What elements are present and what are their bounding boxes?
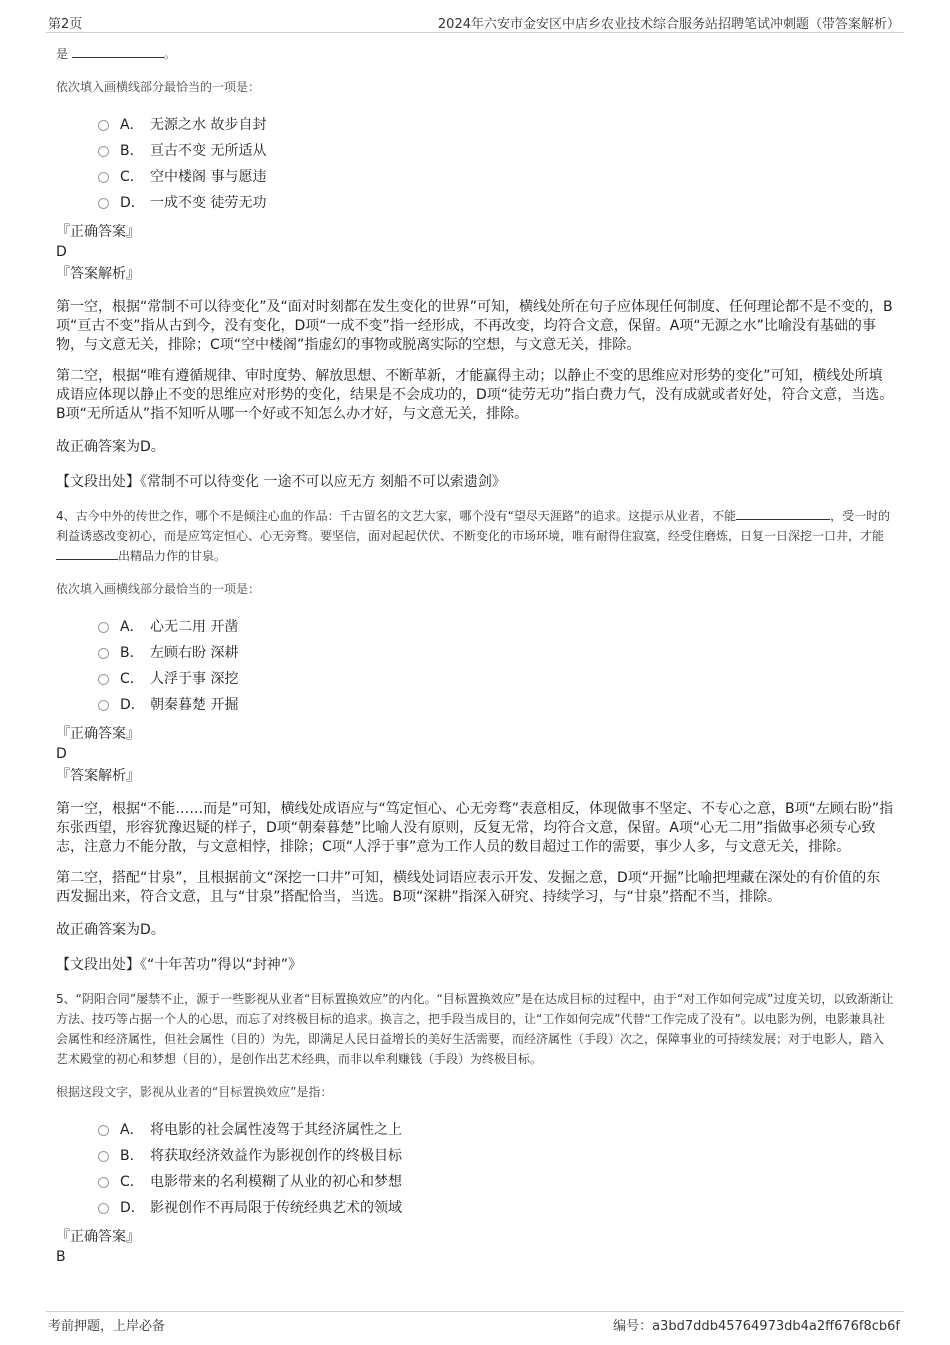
option-b[interactable]: B． 亘古不变 无所适从 [98, 138, 894, 164]
footer-slogan: 考前押题，上岸必备 [48, 1319, 166, 1334]
answer-label: 『正确答案』 [56, 726, 140, 742]
page-number: 第2页 [48, 17, 83, 32]
question-5-options [98, 1117, 894, 1221]
option-c[interactable]: C． 电影带来的名利模糊了从业的初心和梦想 [98, 1169, 894, 1195]
analysis-label: 『答案解析』 [56, 266, 140, 282]
analysis-conclusion: 故正确答案为D。 [56, 922, 165, 938]
fill-blank [56, 547, 118, 560]
option-d[interactable]: D． 一成不变 徒劳无功 [98, 190, 894, 216]
answer-label: 『正确答案』 [56, 224, 140, 240]
question-3-options [98, 112, 894, 216]
analysis-conclusion: 故正确答案为D。 [56, 439, 165, 455]
radio-icon[interactable] [98, 700, 109, 711]
option-c[interactable]: C． 人浮于事 深挖 [98, 666, 894, 692]
option-a[interactable]: A． 心无二用 开凿 [98, 614, 894, 640]
radio-icon[interactable] [98, 1177, 109, 1188]
source-citation: 【文段出处】《常制不可以待变化 一途不可以应无方 刻船不可以索遗剑》 [56, 474, 506, 490]
question-5-prompt: 根据这段文字，影视从业者的“目标置换效应”是指： [56, 1085, 333, 1099]
analysis-label: 『答案解析』 [56, 768, 140, 784]
radio-icon[interactable] [98, 198, 109, 209]
option-b[interactable]: B． 将获取经济效益作为影视创作的终极目标 [98, 1143, 894, 1169]
answer-label: 『正确答案』 [56, 1229, 140, 1245]
page-footer [46, 1311, 904, 1335]
source-citation: 【文段出处】《“十年苦功”得以“封神”》 [56, 957, 303, 973]
option-b[interactable]: B． 左顾右盼 深耕 [98, 640, 894, 666]
fill-blank [736, 507, 830, 520]
answer-value: D [56, 244, 67, 260]
question-4-options [98, 614, 894, 718]
question-5-stem: 5、“阴阳合同”屡禁不止，源于一些影视从业者“目标置换效应”的内化。“目标置换效应”是在达成目标的过程中，由于“对工作如何完成”过度关切，以致渐渐让方法、技巧等占据一个人的心思，而忘了对终极目标的追求。换言之，把手段当成目的，让“工作如何完成”代替“工作完成了没有”。以电影为例，电影兼具社会属性和经济属性，但社会属性（目的）为先，即满足人民日益增长的美好生活需要，而经济属性（手段）次之，保障事业的可持续发展；对于电影人，踏入艺术殿堂的初心和梦想（目的），是创作出艺术经典，而非以牟利赚钱（手段）为终极目标。 [56, 992, 894, 1066]
analysis-paragraph: 第二空，搭配“甘泉”，且根据前文“深挖一口井”可知，横线处词语应表示开发、发掘之意，D项“开掘”比喻把埋藏在深处的有价值的东西发掘出来，符合文意，且与“甘泉”搭配恰当，当选。B项“深耕”指深入研究、持续学习，与“甘泉”搭配不当，排除。 [56, 870, 881, 905]
option-d[interactable]: D． 朝秦暮楚 开掘 [98, 692, 894, 718]
page-content [56, 44, 894, 1267]
radio-icon[interactable] [98, 120, 109, 131]
page-header [46, 10, 904, 33]
radio-icon[interactable] [98, 146, 109, 157]
radio-icon[interactable] [98, 1125, 109, 1136]
radio-icon[interactable] [98, 1203, 109, 1214]
question-3-prompt: 依次填入画横线部分最恰当的一项是： [56, 80, 261, 94]
fill-blank [72, 45, 164, 58]
analysis-paragraph: 第一空，根据“不能……而是”可知，横线处成语应与“笃定恒心、心无旁骛”表意相反，体现做事不坚定、不专心之意，B项“左顾右盼”指东张西望，形容犹豫迟疑的样子，D项“朝秦暮楚”比喻人没有原则，反复无常，均符合文意，保留。A项“心无二用”指做事必须专心致志，注意力不能分散，与文意相悖，排除；C项“人浮于事”意为工作人员的数目超过工作的需要，事少人多，与文意无关，排除。 [56, 801, 894, 855]
option-d[interactable]: D． 影视创作不再局限于传统经典艺术的领域 [98, 1195, 894, 1221]
radio-icon[interactable] [98, 1151, 109, 1162]
question-4-prompt: 依次填入画横线部分最恰当的一项是： [56, 582, 261, 596]
option-a[interactable]: A． 无源之水 故步自封 [98, 112, 894, 138]
radio-icon[interactable] [98, 172, 109, 183]
analysis-paragraph: 第一空，根据“常制不可以待变化”及“面对时刻都在发生变化的世界”可知，横线处所在句子应体现任何制度、任何理论都不是不变的，B项“亘古不变”指从古到今，没有变化，D项“一成不变”指一经形成，不再改变，均符合文意，保留。A项“无源之水”比喻没有基础的事物，与文意无关，排除；C项“空中楼阁”指虚幻的事物或脱离实际的空想，与文意无关，排除。 [56, 299, 893, 353]
radio-icon[interactable] [98, 648, 109, 659]
option-c[interactable]: C． 空中楼阁 事与愿违 [98, 164, 894, 190]
document-serial: 编号：a3bd7ddb45764973db4a2ff676f8cb6f [613, 1319, 900, 1334]
answer-value: D [56, 746, 67, 762]
option-a[interactable]: A． 将电影的社会属性凌驾于其经济属性之上 [98, 1117, 894, 1143]
radio-icon[interactable] [98, 674, 109, 685]
answer-value: B [56, 1249, 66, 1265]
question-4-stem: 4、古今中外的传世之作，哪个不是倾注心血的作品：千古留名的文艺大家，哪个没有“望尽天涯路”的追求。这提示从业者，不能 ，受一时的利益诱惑改变初心，而是应笃定恒心、心无旁骛。要坚信，面对起起伏伏、不断变化的市场环境，唯有耐得住寂寞，经受住磨炼，日复一日深挖一口井，才能出精品力作的甘泉。 [56, 509, 891, 563]
document-title: 2024年六安市金安区中店乡农业技术综合服务站招聘笔试冲刺题（带答案解析） [437, 17, 900, 32]
radio-icon[interactable] [98, 622, 109, 633]
question-3-stem-tail: 是 。 [56, 47, 176, 61]
analysis-paragraph: 第二空，根据“唯有遵循规律、审时度势、解放思想、不断革新，才能赢得主动；以静止不变的思维应对形势的变化”可知，横线处所填成语应体现以静止不变的思维应对形势的变化，结果是不会成功的，D项“徒劳无功”指白费力气，没有成就或者好处，符合文意，当选。B项“无所适从”指不知听从哪一个好或不知怎么办才好，与文意无关，排除。 [56, 368, 894, 422]
